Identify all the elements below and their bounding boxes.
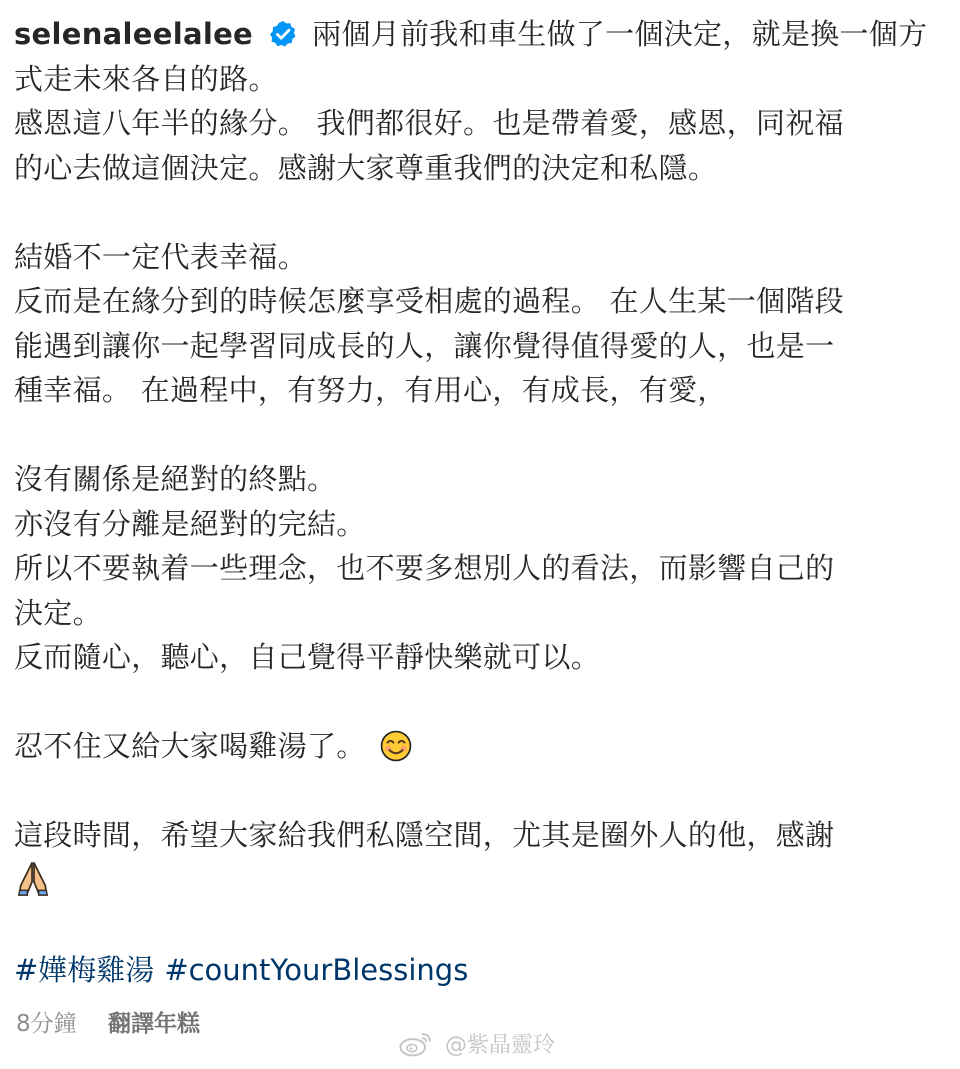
username-link[interactable]: selenaleelalee (14, 17, 254, 51)
caption-text-line: 結婚不一定代表幸福。 (14, 239, 308, 274)
verified-badge-icon (269, 20, 297, 48)
hashtag-link[interactable]: #countYourBlessings (164, 953, 469, 987)
hashtag-row (14, 948, 478, 992)
weibo-watermark (398, 1028, 555, 1064)
caption-first-line (14, 12, 946, 57)
caption-text-line: 決定。 (14, 595, 102, 630)
caption-text-line: 的心去做這個決定。感謝大家尊重我們的決定和私隱。 (14, 150, 718, 185)
see-translation-button[interactable]: 翻譯年糕 (107, 1011, 200, 1037)
post-caption (14, 12, 946, 902)
caption-text-line: 沒有關係是絕對的終點。 (14, 462, 337, 496)
caption-blank-line (14, 680, 946, 725)
caption-text-line: 式走未來各自的路。 (14, 61, 278, 96)
post-timestamp[interactable]: 8分鐘 (16, 1011, 77, 1037)
caption-blank-line (14, 769, 946, 814)
post-meta (16, 1004, 200, 1044)
caption-pray-line (14, 858, 946, 903)
caption-text-line: 反而隨心，聽心，自己覺得平靜快樂就可以。 (14, 640, 601, 674)
caption-blank-line (14, 413, 946, 458)
caption-text-line: 感恩這八年半的緣分。 我們都很好。也是帶着愛，感恩，同祝福 (14, 106, 844, 140)
caption-closing (14, 769, 946, 858)
caption-text-line: 兩個月前我和車生做了一個決定，就是換一個方 (312, 17, 928, 51)
caption-text-line: 亦沒有分離是絕對的完結。 (14, 506, 366, 541)
watermark-text: @紫晶靈玲 (445, 1033, 556, 1058)
folded-hands-emoji-icon (14, 859, 52, 897)
caption-text-line: 反而是在緣分到的時候怎麼享受相處的過程。 在人生某一個階段 (14, 284, 844, 318)
hashtag-link[interactable]: #嬅梅雞湯 (14, 953, 155, 987)
caption-text-line: 所以不要執着一些理念，也不要多想別人的看法，而影響自己的 (14, 551, 835, 585)
caption-text-line: 能遇到讓你一起學習同成長的人，讓你覺得值得愛的人，也是一 (14, 328, 835, 363)
caption-blank-line (14, 190, 946, 235)
caption-text-line: 忍不住又給大家喝雞湯了。 (14, 729, 366, 763)
caption-emoji-line (14, 724, 946, 769)
caption-text-line: 種幸福。 在過程中，有努力，有用心，有成長，有愛， (14, 373, 727, 407)
weibo-logo-icon (398, 1029, 434, 1059)
caption-text-line: 這段時間，希望大家給我們私隱空間，尤其是圈外人的他，感謝 (14, 818, 835, 852)
caption-body (14, 57, 946, 725)
smiling-face-emoji-icon (379, 729, 413, 763)
